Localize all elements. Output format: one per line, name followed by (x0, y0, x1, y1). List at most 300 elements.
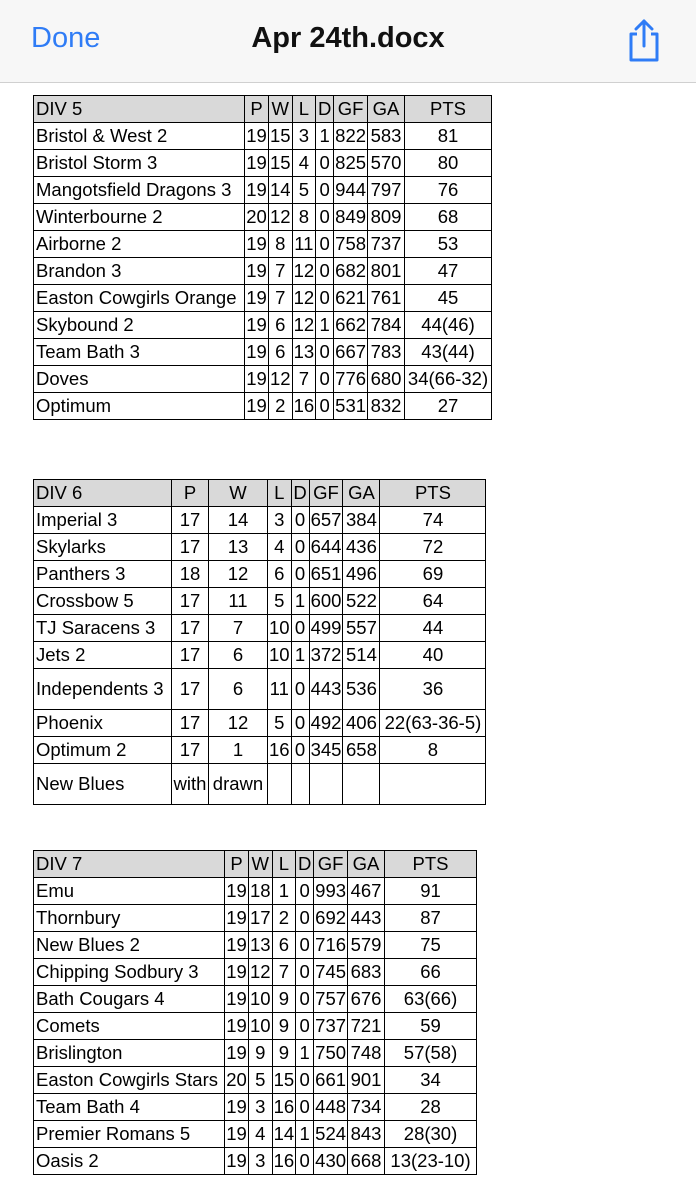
stat-cell: 16 (292, 393, 316, 420)
table-row (34, 959, 477, 986)
header-cell: GF (334, 96, 368, 123)
stat-cell: 3 (292, 123, 316, 150)
stat-cell: 6 (209, 642, 268, 669)
table-row (34, 615, 486, 642)
stat-cell: 1 (291, 588, 309, 615)
stat-cell: 17 (172, 615, 209, 642)
stat-cell: 583 (368, 123, 405, 150)
stat-cell (309, 764, 343, 805)
stat-cell: 600 (309, 588, 343, 615)
stat-cell: 12 (292, 312, 316, 339)
stat-cell: 15 (269, 150, 293, 177)
stat-cell: 522 (343, 588, 380, 615)
stat-cell: 9 (249, 1040, 273, 1067)
table-row (34, 561, 486, 588)
stat-cell: 16 (268, 737, 292, 764)
team-cell: Panthers 3 (34, 561, 172, 588)
stat-cell: 19 (225, 932, 249, 959)
stat-cell: 19 (225, 1040, 249, 1067)
team-cell: Skylarks (34, 534, 172, 561)
stat-cell: 19 (245, 231, 269, 258)
table-row (34, 878, 477, 905)
header-cell: PTS (380, 480, 486, 507)
stat-cell: 384 (343, 507, 380, 534)
stat-cell: 492 (309, 710, 343, 737)
table-row (34, 150, 492, 177)
stat-cell: 0 (316, 285, 334, 312)
points-cell: 34(66-32) (405, 366, 492, 393)
team-cell: Bath Cougars 4 (34, 986, 225, 1013)
header-cell: L (272, 851, 296, 878)
table-row (34, 1067, 477, 1094)
stat-cell: 4 (249, 1121, 273, 1148)
stat-cell: 18 (172, 561, 209, 588)
stat-cell: 19 (245, 339, 269, 366)
points-cell: 13(23-10) (385, 1148, 477, 1175)
stat-cell: 0 (291, 669, 309, 710)
stat-cell: 944 (334, 177, 368, 204)
table-row (34, 1121, 477, 1148)
stat-cell: 13 (249, 932, 273, 959)
stat-cell: 531 (334, 393, 368, 420)
stat-cell: 19 (245, 150, 269, 177)
stat-cell: 406 (343, 710, 380, 737)
stat-cell: 557 (343, 615, 380, 642)
table-row (34, 669, 486, 710)
header-cell: P (225, 851, 249, 878)
stat-cell: 0 (291, 737, 309, 764)
stat-cell: 436 (343, 534, 380, 561)
header-cell: W (249, 851, 273, 878)
table-row (34, 534, 486, 561)
stat-cell: 19 (245, 312, 269, 339)
stat-cell: 737 (368, 231, 405, 258)
stat-cell: 651 (309, 561, 343, 588)
stat-cell: 0 (291, 561, 309, 588)
table-row (34, 507, 486, 534)
stat-cell: 19 (245, 285, 269, 312)
stat-cell: 448 (314, 1094, 348, 1121)
table-row (34, 764, 486, 805)
points-cell: 44 (380, 615, 486, 642)
points-cell: 34 (385, 1067, 477, 1094)
document-title: Apr 24th.docx (251, 22, 445, 54)
points-cell: 53 (405, 231, 492, 258)
team-cell: Doves (34, 366, 245, 393)
stat-cell: 19 (225, 1013, 249, 1040)
stat-cell: 5 (292, 177, 316, 204)
stat-cell: 757 (314, 986, 348, 1013)
stat-cell: drawn (209, 764, 268, 805)
stat-cell: 0 (296, 905, 314, 932)
stat-cell: 0 (316, 258, 334, 285)
points-cell: 63(66) (385, 986, 477, 1013)
stat-cell: 676 (348, 986, 385, 1013)
navigation-bar (0, 0, 696, 83)
stat-cell: 8 (269, 231, 293, 258)
stat-cell: 11 (268, 669, 292, 710)
stat-cell: 6 (269, 339, 293, 366)
stat-cell: 0 (296, 1094, 314, 1121)
points-cell: 68 (405, 204, 492, 231)
share-icon (624, 18, 664, 62)
stat-cell: 668 (348, 1148, 385, 1175)
team-cell: Phoenix (34, 710, 172, 737)
stat-cell: 12 (292, 285, 316, 312)
points-cell: 40 (380, 642, 486, 669)
team-cell: Independents 3 (34, 669, 172, 710)
points-cell: 8 (380, 737, 486, 764)
stat-cell: 499 (309, 615, 343, 642)
stat-cell: 17 (172, 534, 209, 561)
stat-cell: 579 (348, 932, 385, 959)
stat-cell: 14 (269, 177, 293, 204)
stat-cell: 776 (334, 366, 368, 393)
stat-cell: 4 (268, 534, 292, 561)
stat-cell: 1 (272, 878, 296, 905)
header-cell: P (245, 96, 269, 123)
table-row (34, 285, 492, 312)
stat-cell: 3 (249, 1148, 273, 1175)
table-row (34, 710, 486, 737)
stat-cell: 10 (268, 642, 292, 669)
header-cell: D (291, 480, 309, 507)
stat-cell: 0 (296, 959, 314, 986)
team-cell: Brislington (34, 1040, 225, 1067)
stat-cell: 6 (269, 312, 293, 339)
stat-cell: 17 (172, 642, 209, 669)
stat-cell: 19 (225, 959, 249, 986)
team-cell: Comets (34, 1013, 225, 1040)
points-cell: 66 (385, 959, 477, 986)
stat-cell: 822 (334, 123, 368, 150)
stat-cell: 680 (368, 366, 405, 393)
stat-cell: 0 (316, 231, 334, 258)
stat-cell: 11 (209, 588, 268, 615)
table-row (34, 588, 486, 615)
stat-cell: 12 (209, 561, 268, 588)
stat-cell: 809 (368, 204, 405, 231)
points-cell: 72 (380, 534, 486, 561)
done-button[interactable]: Done (31, 22, 101, 54)
header-cell: W (269, 96, 293, 123)
table-row (34, 986, 477, 1013)
stat-cell: 0 (296, 878, 314, 905)
stat-cell: 10 (249, 1013, 273, 1040)
team-cell: Optimum (34, 393, 245, 420)
stat-cell: 467 (348, 878, 385, 905)
header-cell: GA (348, 851, 385, 878)
stat-cell: 15 (272, 1067, 296, 1094)
stat-cell: 20 (245, 204, 269, 231)
table-row (34, 393, 492, 420)
stat-cell: 8 (292, 204, 316, 231)
stat-cell: 0 (296, 1013, 314, 1040)
stat-cell: 12 (292, 258, 316, 285)
team-cell: Airborne 2 (34, 231, 245, 258)
stat-cell: 682 (334, 258, 368, 285)
stat-cell: 4 (292, 150, 316, 177)
stat-cell: 2 (269, 393, 293, 420)
stat-cell: 0 (316, 339, 334, 366)
stat-cell: 2 (272, 905, 296, 932)
team-cell: Easton Cowgirls Orange (34, 285, 245, 312)
stat-cell (268, 764, 292, 805)
team-cell: Oasis 2 (34, 1148, 225, 1175)
team-cell: Chipping Sodbury 3 (34, 959, 225, 986)
stat-cell: 737 (314, 1013, 348, 1040)
team-cell: New Blues (34, 764, 172, 805)
stat-cell: 19 (245, 366, 269, 393)
stat-cell: 10 (249, 986, 273, 1013)
stat-cell: 17 (172, 588, 209, 615)
points-cell: 64 (380, 588, 486, 615)
div7-table (33, 850, 477, 1175)
team-cell: Emu (34, 878, 225, 905)
div6-table (33, 479, 486, 805)
team-cell: Easton Cowgirls Stars (34, 1067, 225, 1094)
stat-cell: 17 (172, 669, 209, 710)
table-header-row (34, 851, 477, 878)
header-cell: D (316, 96, 334, 123)
stat-cell: 3 (249, 1094, 273, 1121)
stat-cell: 9 (272, 1013, 296, 1040)
stat-cell: 0 (296, 932, 314, 959)
stat-cell: 443 (309, 669, 343, 710)
stat-cell: 443 (348, 905, 385, 932)
stat-cell: 17 (172, 710, 209, 737)
stat-cell: 430 (314, 1148, 348, 1175)
stat-cell: 5 (268, 588, 292, 615)
stat-cell: 993 (314, 878, 348, 905)
points-cell: 22(63-36-5) (380, 710, 486, 737)
stat-cell: 345 (309, 737, 343, 764)
stat-cell: 11 (292, 231, 316, 258)
stat-cell: 514 (343, 642, 380, 669)
stat-cell: 0 (296, 986, 314, 1013)
stat-cell: 12 (269, 204, 293, 231)
points-cell: 43(44) (405, 339, 492, 366)
points-cell: 45 (405, 285, 492, 312)
stat-cell: 18 (249, 878, 273, 905)
stat-cell: 13 (209, 534, 268, 561)
table-row (34, 231, 492, 258)
stat-cell: 6 (268, 561, 292, 588)
stat-cell: 644 (309, 534, 343, 561)
stat-cell: 536 (343, 669, 380, 710)
header-cell: DIV 5 (34, 96, 245, 123)
stat-cell: 496 (343, 561, 380, 588)
team-cell: Skybound 2 (34, 312, 245, 339)
stat-cell: 1 (291, 642, 309, 669)
stat-cell: 19 (225, 1121, 249, 1148)
team-cell: New Blues 2 (34, 932, 225, 959)
div5-table (33, 95, 492, 420)
stat-cell: 7 (272, 959, 296, 986)
stat-cell: 9 (272, 986, 296, 1013)
stat-cell: 1 (316, 312, 334, 339)
stat-cell: 801 (368, 258, 405, 285)
table-row (34, 1013, 477, 1040)
table-row (34, 932, 477, 959)
stat-cell: 19 (245, 177, 269, 204)
team-cell: Premier Romans 5 (34, 1121, 225, 1148)
stat-cell: 0 (291, 710, 309, 737)
table-row (34, 1094, 477, 1121)
stat-cell: 658 (343, 737, 380, 764)
table-row (34, 258, 492, 285)
stat-cell: 19 (225, 878, 249, 905)
table-row (34, 123, 492, 150)
table-header-row (34, 96, 492, 123)
stat-cell: 19 (225, 1148, 249, 1175)
stat-cell: 16 (272, 1148, 296, 1175)
stat-cell: 1 (316, 123, 334, 150)
share-button[interactable] (624, 18, 664, 62)
stat-cell: 19 (245, 258, 269, 285)
stat-cell: 7 (269, 285, 293, 312)
stat-cell: 1 (296, 1121, 314, 1148)
stat-cell: 667 (334, 339, 368, 366)
team-cell: Optimum 2 (34, 737, 172, 764)
stat-cell: 683 (348, 959, 385, 986)
stat-cell: 0 (316, 177, 334, 204)
stat-cell: 5 (249, 1067, 273, 1094)
stat-cell: 734 (348, 1094, 385, 1121)
stat-cell: 19 (245, 393, 269, 420)
stat-cell: 13 (292, 339, 316, 366)
points-cell: 47 (405, 258, 492, 285)
team-cell: Winterbourne 2 (34, 204, 245, 231)
stat-cell: 0 (291, 534, 309, 561)
stat-cell: 797 (368, 177, 405, 204)
team-cell: Imperial 3 (34, 507, 172, 534)
stat-cell: 7 (209, 615, 268, 642)
stat-cell: 17 (172, 507, 209, 534)
stat-cell: 19 (225, 905, 249, 932)
stat-cell: 9 (272, 1040, 296, 1067)
header-cell: GA (368, 96, 405, 123)
stat-cell: 784 (368, 312, 405, 339)
stat-cell: 0 (296, 1067, 314, 1094)
stat-cell: 745 (314, 959, 348, 986)
stat-cell: 783 (368, 339, 405, 366)
header-cell: L (292, 96, 316, 123)
points-cell: 91 (385, 878, 477, 905)
stat-cell: 901 (348, 1067, 385, 1094)
points-cell: 27 (405, 393, 492, 420)
stat-cell: 692 (314, 905, 348, 932)
stat-cell: 17 (172, 737, 209, 764)
header-cell: GF (309, 480, 343, 507)
header-cell: DIV 6 (34, 480, 172, 507)
table-row (34, 642, 486, 669)
stat-cell: 15 (269, 123, 293, 150)
stat-cell: 721 (348, 1013, 385, 1040)
stat-cell: 0 (316, 150, 334, 177)
stat-cell: 843 (348, 1121, 385, 1148)
stat-cell: 19 (225, 986, 249, 1013)
header-cell: GA (343, 480, 380, 507)
table-row (34, 204, 492, 231)
stat-cell: 661 (314, 1067, 348, 1094)
stat-cell: 5 (268, 710, 292, 737)
stat-cell: 16 (272, 1094, 296, 1121)
header-cell: P (172, 480, 209, 507)
header-cell: PTS (405, 96, 492, 123)
stat-cell: with (172, 764, 209, 805)
team-cell: Crossbow 5 (34, 588, 172, 615)
stat-cell: 0 (291, 507, 309, 534)
stat-cell: 1 (209, 737, 268, 764)
stat-cell: 0 (316, 366, 334, 393)
stat-cell: 0 (296, 1148, 314, 1175)
team-cell: TJ Saracens 3 (34, 615, 172, 642)
table-row (34, 177, 492, 204)
stat-cell: 0 (316, 204, 334, 231)
stat-cell (291, 764, 309, 805)
stat-cell (343, 764, 380, 805)
stat-cell: 6 (272, 932, 296, 959)
stat-cell: 1 (296, 1040, 314, 1067)
header-cell: W (209, 480, 268, 507)
stat-cell: 832 (368, 393, 405, 420)
team-cell: Jets 2 (34, 642, 172, 669)
points-cell: 75 (385, 932, 477, 959)
points-cell: 76 (405, 177, 492, 204)
stat-cell: 621 (334, 285, 368, 312)
stat-cell: 849 (334, 204, 368, 231)
table-row (34, 905, 477, 932)
stat-cell: 12 (269, 366, 293, 393)
header-cell: GF (314, 851, 348, 878)
team-cell: Thornbury (34, 905, 225, 932)
points-cell: 28 (385, 1094, 477, 1121)
header-cell: PTS (385, 851, 477, 878)
points-cell: 69 (380, 561, 486, 588)
stat-cell: 662 (334, 312, 368, 339)
team-cell: Mangotsfield Dragons 3 (34, 177, 245, 204)
stat-cell: 372 (309, 642, 343, 669)
points-cell: 59 (385, 1013, 477, 1040)
stat-cell: 19 (245, 123, 269, 150)
team-cell: Team Bath 4 (34, 1094, 225, 1121)
points-cell: 80 (405, 150, 492, 177)
stat-cell: 12 (209, 710, 268, 737)
table-row (34, 1040, 477, 1067)
stat-cell: 7 (292, 366, 316, 393)
points-cell: 74 (380, 507, 486, 534)
stat-cell: 7 (269, 258, 293, 285)
stat-cell: 825 (334, 150, 368, 177)
stat-cell: 14 (272, 1121, 296, 1148)
stat-cell: 761 (368, 285, 405, 312)
table-row (34, 737, 486, 764)
table-header-row (34, 480, 486, 507)
team-cell: Team Bath 3 (34, 339, 245, 366)
header-cell: L (268, 480, 292, 507)
stat-cell: 20 (225, 1067, 249, 1094)
stat-cell: 750 (314, 1040, 348, 1067)
team-cell: Bristol & West 2 (34, 123, 245, 150)
stat-cell: 0 (316, 393, 334, 420)
stat-cell: 14 (209, 507, 268, 534)
stat-cell: 17 (249, 905, 273, 932)
points-cell: 44(46) (405, 312, 492, 339)
table-row (34, 312, 492, 339)
team-cell: Bristol Storm 3 (34, 150, 245, 177)
table-row (34, 339, 492, 366)
